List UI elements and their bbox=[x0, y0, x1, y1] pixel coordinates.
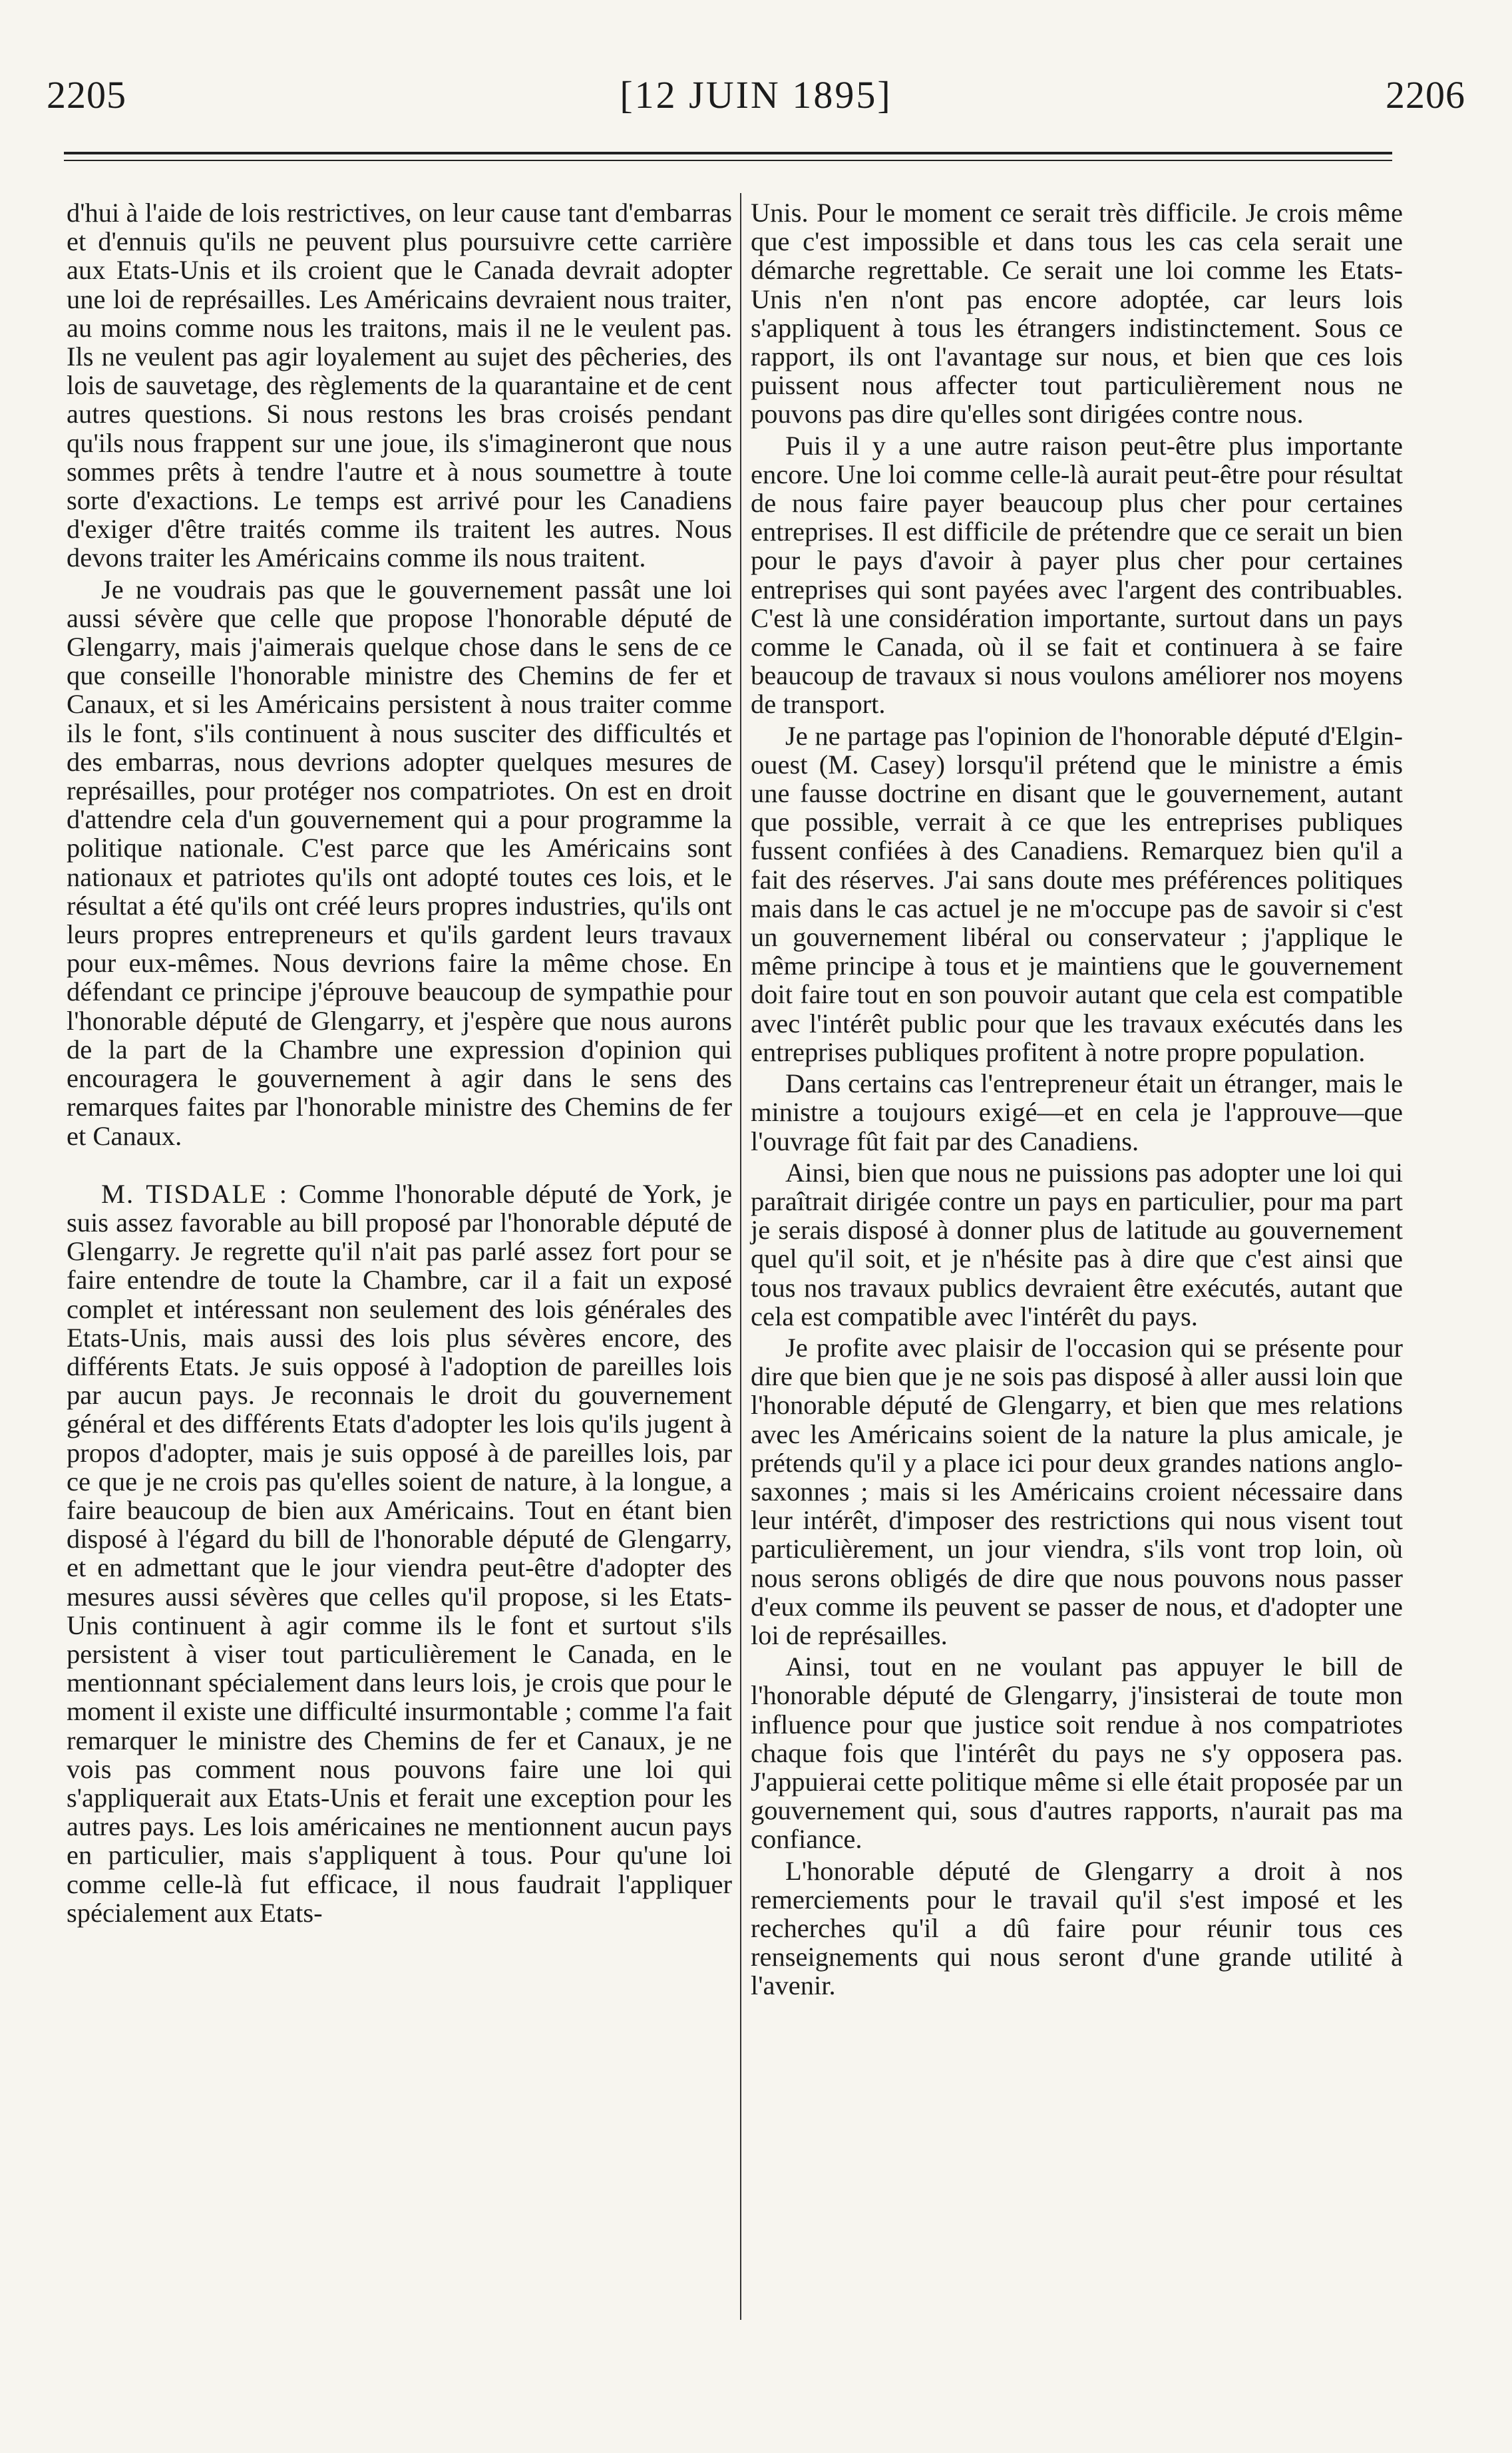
paragraph: Ainsi, tout en ne voulant pas appuyer le bill de l'honorable député de Glengarry, j'insisterai de toute mon influence pour que justice soit rendue à nos compatriotes chaque fois que l'intérêt du pays ne s'y opposera pas. J'appuierai cette politique même si elle était proposée par un gouvernement qui, sous d'autres rapports, n'aurait pas ma confiance. bbox=[751, 1652, 1403, 1855]
paragraph: Ainsi, bien que nous ne puissions pas adopter une loi qui paraîtrait dirigée contre un pays en particulier, pour ma part je serais disposé à donner plus de latitude au gouvernement quel qu'il soit, et je n'hésite pas à dire que c'est ainsi que tous nos travaux publics devraient être exécutés, autant que cela est compatible avec l'intérêt du pays. bbox=[751, 1157, 1403, 1331]
paragraph: Je ne voudrais pas que le gouvernement passât une loi aussi sévère que celle que propose l'honorable député de Glengarry, mais j'aimerais quelque chose dans le sens de ce que conseille l'honorable ministre des Chemins de fer et Canaux, et si les Américains persistent à nous traiter comme ils le font, s'ils continuent à nous susciter des difficultés et des embarras, nous devrions adopter quelques mesures de représailles, pour protéger nos compatriotes. On est en droit d'attendre cela d'un gouvernement qui a pour programme la politique nationale. C'est parce que les Américains sont nationaux et patriotes qu'ils ont adopté toutes ces lois, et le résultat a été qu'ils ont créé leurs propres industries, qu'ils ont leurs propres entrepreneurs et qu'ils gardent leurs travaux pour eux-mêmes. Nous devrions faire la même chose. En défendant ce principe j'éprouve beaucoup de sympathie pour l'honorable député de Glengarry, et j'espère que nous aurons de la part de la Chambre une expression d'opinion qui encouragera le gouvernement à agir dans le sens des remarques faites par l'honorable ministre des Chemins de fer et Canaux. bbox=[67, 574, 732, 1151]
paragraph: Puis il y a une autre raison peut-être plus importante encore. Une loi comme celle-là aurait peut-être pour résultat de nous faire payer beaucoup plus cher pour certaines entreprises. Il est difficile de prétendre que ce serait un bien pour le pays d'avoir à payer plus cher pour certaines entreprises qui sont payées avec l'argent des contribuables. C'est là une considération importante, surtout dans un pays comme le Canada, où il se fait et continuera à se faire beaucoup de travaux si nous voulons améliorer nos moyens de transport. bbox=[751, 430, 1403, 720]
paragraph: Je profite avec plaisir de l'occasion qui se présente pour dire que bien que je ne sois pas disposé à aller aussi loin que l'honorable député de Glengarry, et bien que mes relations avec les Américains soient de la nature la plus amicale, je prétends qu'il y a place ici pour deux grandes nations anglo-saxonnes ; mais si les Américains croient nécessaire dans leur intérêt, d'imposer des restrictions qui nous visent tout particulièrement, un jour viendra, s'ils vont trop loin, où nous serons obligés de dire que nous pouvons nous passer d'eux comme ils peuvent se passer de nous, et d'adopter une loi de représailles. bbox=[751, 1332, 1403, 1650]
speech-paragraph bbox=[67, 1180, 732, 1927]
session-date: [12 JUIN 1895] bbox=[620, 73, 892, 116]
page-number-right: 2206 bbox=[1386, 73, 1465, 116]
right-column bbox=[751, 198, 1403, 2003]
header-rule-thin bbox=[64, 160, 1392, 161]
paragraph: Je ne partage pas l'opinion de l'honorable député d'Elgin-ouest (M. Casey) lorsqu'il prétend que le ministre a émis une fausse doctrine en disant que le gouvernement, autant que possible, verrait à ce que les entreprises publiques fussent confiées à des Canadiens. Remarquez bien qu'il a fait des réserves. J'ai sans doute mes préférences politiques mais dans le cas actuel je ne m'occupe pas de savoir si c'est un gouvernement libéral ou conservateur ; j'applique le même principe à tous et je maintiens que le gouvernement doit faire tout en son pouvoir autant que cela est compatible avec l'intérêt public pour que les travaux exécutés dans les entreprises publiques profitent à notre propre population. bbox=[751, 720, 1403, 1067]
speaker-name: M. TISDALE : bbox=[101, 1178, 289, 1209]
left-column bbox=[67, 198, 732, 1930]
paragraph: Unis. Pour le moment ce serait très difficile. Je crois même que c'est impossible et dans tous les cas cela serait une démarche regrettable. Ce serait une loi comme les Etats-Unis n'en n'ont pas encore adoptée, car leurs lois s'appliquent à tous les étrangers indistinctement. Sous ce rapport, ils ont l'avantage sur nous, et bien que ces lois puissent nous affecter tout particulièrement nous ne pouvons pas dire qu'elles sont dirigées contre nous. bbox=[751, 198, 1403, 429]
column-divider bbox=[740, 193, 741, 2320]
page-number-left: 2205 bbox=[47, 73, 126, 116]
paragraph: L'honorable député de Glengarry a droit à nos remerciements pour le travail qu'il s'est imposé et les recherches qu'il a dû faire pour réunir tous ces renseignements qui nous seront d'une grande utilité à l'avenir. bbox=[751, 1855, 1403, 2001]
paragraph: Dans certains cas l'entrepreneur était un étranger, mais le ministre a toujours exigé—et en cela je l'approuve—que l'ouvrage fût fait par des Canadiens. bbox=[751, 1068, 1403, 1156]
speech-text: Comme l'honorable député de York, je suis assez favorable au bill proposé par l'honorable député de Glengarry. Je regrette qu'il n'ait pas parlé assez fort pour se faire entendre de toute la Chambre, car il a fait un exposé complet et intéressant non seulement des lois générales des Etats-Unis, mais aussi des lois plus sévères encore, des différents Etats. Je suis opposé à l'adoption de pareilles lois par aucun pays. Je reconnais le droit du gouvernement général et des différents Etats d'adopter les lois qu'ils jugent à propos d'adopter, mais je suis opposé à de pareilles lois, par ce que je ne crois pas qu'elles soient de nature, à la longue, a faire beaucoup de bien aux Américains. Tout en étant bien disposé à l'égard du bill de l'honorable député de Glengarry, et en admettant que le jour viendra peut-être d'adopter des mesures aussi sévères que celles qu'il propose, si les Etats-Unis continuent à agir comme ils le font et surtout s'ils persistent à viser tout particulièrement le Canada, en le mentionnant spécialement dans leurs lois, je crois que pour le moment il existe une difficulté insurmontable ; comme l'a fait remarquer le ministre des Chemins de fer et Canaux, je ne vois pas comment nous pouvons faire une loi qui s'appliquerait aux Etats-Unis et ferait une exception pour les autres pays. Les lois américaines ne mentionnent aucun pays en particulier, mais s'appliquent à tous. Pour qu'une loi comme celle-là fut efficace, il nous faudrait l'appliquer spécialement aux Etats- bbox=[67, 1178, 732, 1928]
page-header bbox=[47, 72, 1465, 118]
header-rule-thick bbox=[64, 152, 1392, 154]
paragraph: d'hui à l'aide de lois restrictives, on leur cause tant d'embarras et d'ennuis qu'ils ne peuvent plus poursuivre cette carrière aux Etats-Unis et ils croient que le Canada devrait adopter une loi de représailles. Les Américains devraient nous traiter, au moins comme nous les traitons, mais il ne le veulent pas. Ils ne veulent pas agir loyalement au sujet des pêcheries, des lois de sauvetage, des règlements de la quarantaine et de cent autres questions. Si nous restons les bras croisés pendant qu'ils nous frappent sur une joue, ils s'imagineront que nous sommes prêts à tendre l'autre et à nous soumettre à toute sorte d'exactions. Le temps est arrivé pour les Canadiens d'exiger d'être traités comme ils traitent les autres. Nous devons traiter les Américains comme ils nous traitent. bbox=[67, 198, 732, 573]
